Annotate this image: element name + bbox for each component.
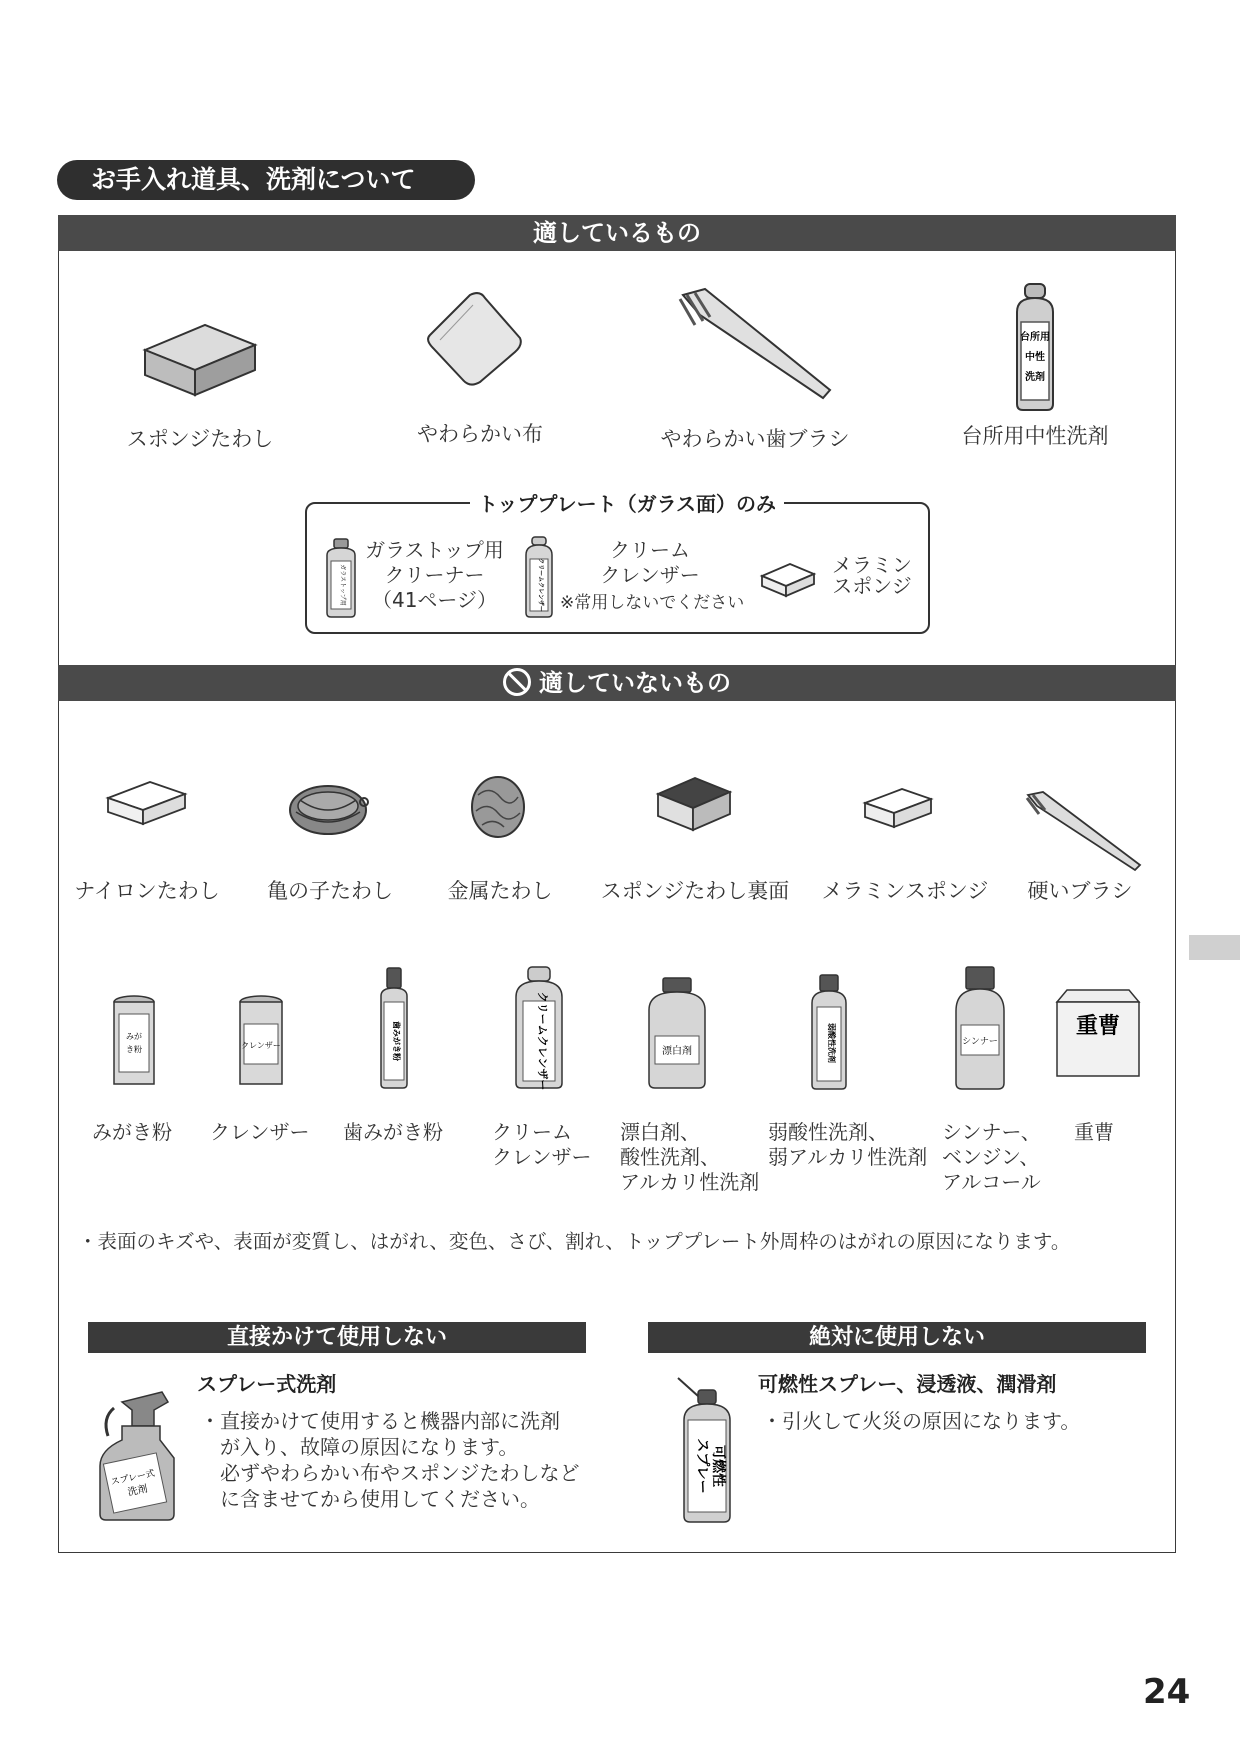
suitable-header: 適しているもの [58,215,1176,251]
bad-label-kamenoko: 亀の子たわし [267,879,393,903]
bad-label-migakiko: みがき粉 [92,1120,172,1144]
bad-label-toothpowder: 歯みがき粉 [343,1120,443,1144]
hard-brush-icon [1025,790,1143,870]
sponge-icon [140,310,260,400]
spray-can-label-line1: 可燃性 [710,1445,726,1487]
bad-label-thinner-line2: ベンジン、 [942,1145,1040,1169]
bad-label-bleach-line3: アルカリ性洗剤 [620,1170,760,1194]
spray-warning-line3: 必ずやわらかい布やスポンジたわしなど [220,1461,580,1485]
spray-bottle-label-line2: 洗剤 [126,1483,149,1499]
page-number: 24 [1143,1672,1191,1712]
svg-text:シンナー: シンナー [962,1037,998,1047]
glass-cleaner-line2: クリーナー [384,563,485,587]
do-not-spray-header: 直接かけて使用しない [88,1322,586,1353]
spray-can-label-line2: スプレー [694,1438,710,1494]
bad-label-sponge-back: スポンジたわし裏面 [600,879,790,903]
soft-cloth-icon [425,290,525,390]
soft-toothbrush-icon [675,285,835,405]
sponge-back-icon [655,772,733,834]
prohibited-icon [503,668,531,696]
bad-label-metal: 金属たわし [447,879,553,903]
side-tab-marker [1189,935,1240,960]
spray-bottle-icon [92,1388,182,1522]
bleach-bottle-icon [643,976,711,1090]
melamine-line2: スポンジ [832,574,912,598]
bad-label-bleach-line2: 酸性洗剤、 [620,1145,720,1169]
spray-warning-line1: ・直接かけて使用すると機器内部に洗剤 [200,1409,560,1433]
item-label-cloth: やわらかい布 [417,422,543,446]
nylon-scrubber-icon [105,778,187,830]
bad-label-nylon: ナイロンたわし [74,879,220,903]
bad-label-weak-line2: 弱アルカリ性洗剤 [768,1145,928,1169]
bad-label-cream-line1: クリーム [492,1120,572,1144]
glass-cleaner-bottle-icon [322,537,360,619]
spray-warning-line2: が入り、故障の原因になります。 [220,1435,519,1459]
svg-text:クリームクレンザー: クリームクレンザー [537,558,544,612]
bad-label-soda: 重曹 [1074,1120,1114,1144]
bad-label-weak-line1: 弱酸性洗剤、 [768,1120,888,1144]
kamenoko-brush-icon [288,780,372,838]
bad-label-cream-line2: クレンザー [492,1145,592,1169]
cream-cleanser-bottle-icon [522,535,556,619]
svg-text:歯みがき粉: 歯みがき粉 [392,1021,401,1061]
svg-text:ガラストップ用: ガラストップ用 [339,564,346,606]
damage-note: ・表面のキズや、表面が変質し、はがれ、変色、さび、割れ、トッププレート外周枠のはがれの原因になります。 [78,1230,1071,1253]
svg-text:クリームクレンザー: クリームクレンザー [536,991,549,1091]
unsuitable-header [58,665,1176,701]
spray-warning-line4: に含ませてから使用してください。 [220,1487,540,1511]
section-title: お手入れ道具、洗剤について [57,160,475,200]
melamine-sponge-icon-row1 [862,785,934,831]
bad-label-thinner-line1: シンナー、 [942,1120,1041,1144]
item-label-detergent: 台所用中性洗剤 [961,424,1109,448]
melamine-line1: メラミン [832,553,912,577]
cream-cleanser-line1: クリーム [610,538,690,562]
glass-cleaner-line1: ガラストップ用 [365,538,504,562]
svg-text:漂白剤: 漂白剤 [662,1046,692,1057]
spray-bottle-label-line1: スプレー式 [110,1468,156,1488]
cream-cleanser-note: ※常用しないでください [560,593,745,613]
bad-label-melamine: メラミンスポンジ [821,879,989,903]
svg-text:台所用: 台所用 [1020,332,1050,343]
thinner-bottle-icon [952,965,1008,1091]
cream-cleanser-line2: クレンザー [600,563,700,587]
item-label-sponge: スポンジたわし [126,427,274,451]
bad-label-bleach-line1: 漂白剤、 [620,1120,700,1144]
metal-scrubber-icon [470,775,526,839]
melamine-sponge-icon [760,558,816,600]
flammable-warning: ・引火して火災の原因になります。 [762,1409,1081,1433]
svg-text:洗剤: 洗剤 [1025,372,1045,383]
svg-text:クレンザー: クレンザー [241,1041,281,1050]
detergent-bottle-icon [1005,282,1065,412]
bad-label-thinner-line3: アルコール [942,1170,1041,1194]
toothpowder-bottle-icon [378,966,410,1090]
spray-detergent-title: スプレー式洗剤 [197,1372,337,1396]
cream-cleanser-icon [510,965,568,1090]
svg-text:弱酸性洗剤: 弱酸性洗剤 [827,1023,836,1063]
never-use-header: 絶対に使用しない [648,1322,1146,1353]
cleanser-can-icon [237,994,285,1090]
svg-text:中性: 中性 [1025,352,1045,363]
svg-text:みが: みが [126,1032,142,1041]
svg-text:重曹: 重曹 [1075,1014,1121,1039]
unsuitable-header-text: 適していないもの [539,669,731,697]
glass-cleaner-line3: （41ページ） [371,588,498,612]
flammable-spray-can-icon [676,1376,738,1524]
svg-text:き粉: き粉 [126,1045,142,1054]
flammable-title: 可燃性スプレー、浸透液、潤滑剤 [758,1372,1057,1396]
bad-label-cleanser: クレンザー [210,1120,310,1144]
item-label-toothbrush: やわらかい歯ブラシ [660,427,850,451]
baking-soda-box-icon [1055,988,1141,1078]
top-plate-title: トッププレート（ガラス面）のみ [470,488,784,517]
bad-label-hard-brush: 硬いブラシ [1027,879,1133,903]
weak-acid-detergent-icon [808,973,850,1091]
polishing-powder-can-icon [111,994,157,1090]
